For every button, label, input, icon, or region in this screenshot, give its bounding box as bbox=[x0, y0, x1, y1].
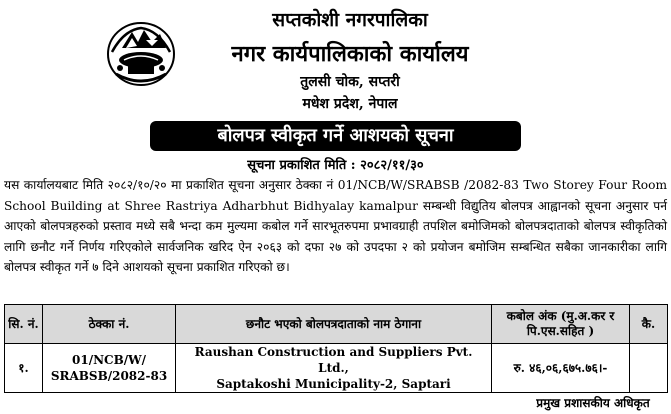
office-name: नगर कार्यपालिकाको कार्यालय bbox=[231, 41, 469, 67]
bid-table bbox=[4, 304, 668, 393]
signer-title: प्रमुख प्रशासकीय अधिकृत bbox=[536, 396, 650, 410]
bidder-name: Raushan Construction and Suppliers Pvt. Ltd., bbox=[194, 345, 473, 375]
notice-title: बोलपत्र स्वीकृत गर्ने आशयको सूचना bbox=[150, 121, 521, 151]
table-row bbox=[5, 344, 668, 393]
header-bidder: छनौट भएको बोलपत्रदाताको नाम ठेगाना bbox=[176, 305, 492, 344]
cell-sn: १. bbox=[5, 344, 43, 393]
header-sn: सि. नं. bbox=[5, 305, 43, 344]
address-line-1: तुलसी चोक, सप्तरी bbox=[300, 74, 400, 90]
header-remarks: कै. bbox=[630, 305, 668, 344]
cell-remarks bbox=[630, 344, 668, 393]
cell-contract-no bbox=[43, 344, 176, 393]
contract-no-line-1: 01/NCB/W/ bbox=[72, 353, 146, 367]
address-line-2: मधेश प्रदेश, नेपाल bbox=[302, 96, 398, 112]
contract-no-line-2: SRABSB/2082-83 bbox=[50, 369, 168, 383]
letterhead bbox=[0, 0, 671, 118]
header-contract-no: ठेक्का नं. bbox=[43, 305, 176, 344]
municipality-name: सप्तकोशी नगरपालिका bbox=[272, 9, 428, 31]
notice-body: यस कार्यालयबाट मिति २०८२/१०/२० मा प्रकाशित सूचना अनुसार ठेक्का नं 01/NCB/W/SRABSB /2082-83 Two Storey Four Room School Building at Shree Rastriya Adharbhut Bidhyalay kamalpur सम्बन्धी विद्युतिय बोलपत्र आह्वानको सूचना अनुसार पर्न आएको बोलपत्रहरुको प्रस्ताव मध्ये सबै भन्दा कम मुल्यमा कबोल गर्ने सारभूतरुपमा प्रभावग्राही तपशिल बमोजिमको बोलपत्रदाताको बोलपत्र स्वीकृतिको लागि छनौट गर्ने निर्णय गरिएकोले सार्वजनिक खरिद ऐन २०६३ को दफा २७ को उपदफा २ को प्रयोजन बमोजिम सम्बन्धित सबैका जानकारीका लागि बोलपत्र स्वीकृत गर्ने ७ दिने आशयको सूचना प्रकाशित गरिएको छ। bbox=[4, 178, 667, 275]
bidder-address: Saptakoshi Municipality-2, Saptari bbox=[216, 377, 451, 391]
header-bid-amount: कबोल अंक (मु.अ.कर र पि.एस.सहित ) bbox=[492, 305, 630, 344]
cell-amount: रु. ४६,०६,६७५.७६।- bbox=[492, 344, 630, 393]
publish-date: सूचना प्रकाशित मिति : २०८२/११/३० bbox=[247, 158, 424, 173]
table-header-row bbox=[5, 305, 668, 344]
cell-bidder bbox=[176, 344, 492, 393]
